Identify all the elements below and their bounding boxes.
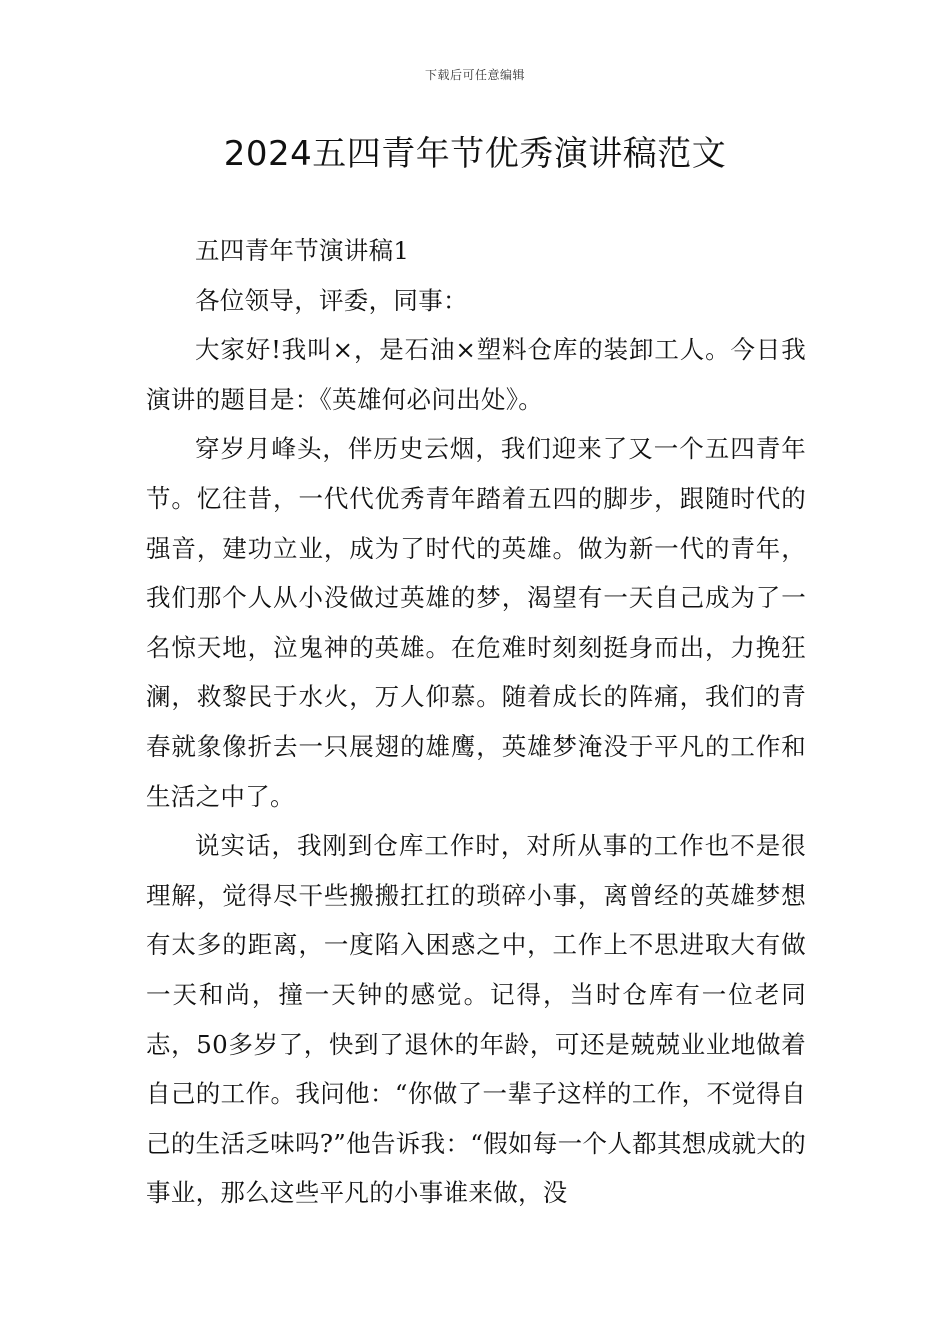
body-paragraph: 大家好!我叫×，是石油×塑料仓库的装卸工人。今日我演讲的题目是：《英雄何必问出处》。 [146,335,806,414]
document-body [146,226,806,1218]
salutation: 各位领导，评委，同事： [195,285,468,315]
body-paragraph: 穿岁月峰头，伴历史云烟，我们迎来了又一个五四青年节。忆往昔，一代代优秀青年踏着五四的脚步，跟随时代的强音，建功立业，成为了时代的英雄。做为新一代的青年，我们那个人从小没做过英雄的梦，渴望有一天自己成为了一名惊天地，泣鬼神的英雄。在危难时刻刻挺身而出，力挽狂澜，救黎民于水火，万人仰慕。随着成长的阵痛，我们的青春就象像折去一只展翅的雄鹰，英雄梦淹没于平凡的工作和生活之中了。 [146,434,806,811]
header-note: 下载后可任意编辑 [424,68,525,82]
document-title: 2024五四青年节优秀演讲稿范文 [223,134,727,174]
body-paragraph: 说实话，我刚到仓库工作时，对所从事的工作也不是很理解，觉得尽干些搬搬扛扛的琐碎小事，离曾经的英雄梦想有太多的距离，一度陷入困惑之中，工作上不思进取大有做一天和尚，撞一天钟的感觉。记得，当时仓库有一位老同志，50多岁了，快到了退休的年龄，可还是兢兢业业地做着自己的工作。我问他：“你做了一辈子这样的工作，不觉得自己的生活乏味吗?”他告诉我：“假如每一个人都其想成就大的事业，那么这些平凡的小事谁来做，没 [146,831,806,1208]
speech-heading: 五四青年节演讲稿1 [195,236,410,265]
